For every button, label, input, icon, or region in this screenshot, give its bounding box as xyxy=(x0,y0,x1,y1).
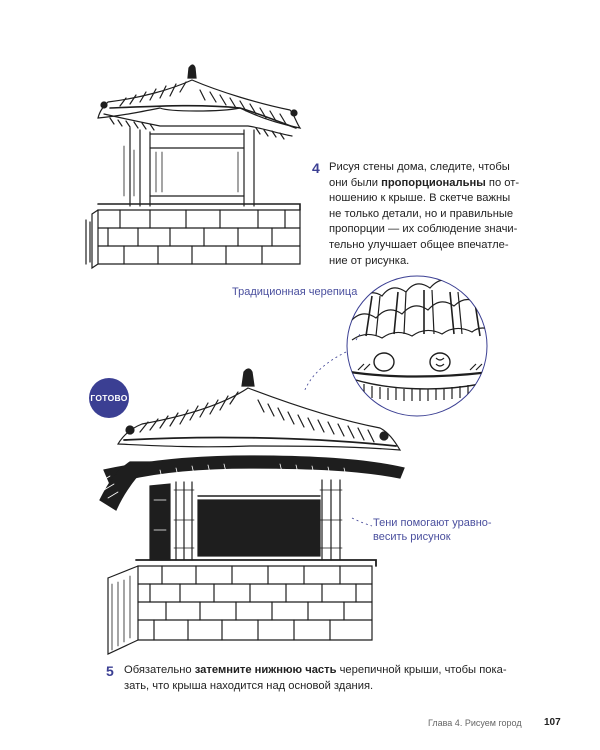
step-4-line: не только детали, но и правильные xyxy=(329,207,514,220)
page-number: 107 xyxy=(544,717,561,728)
emphasis-darken-lower: затемните нижнюю часть xyxy=(194,664,337,676)
step-4-text xyxy=(329,160,579,269)
step-5-number: 5 xyxy=(106,663,114,679)
shadows-caption-line: Тени помогают уравно- xyxy=(373,517,492,529)
step-4-line: пропорции — их соблюдение значи- xyxy=(329,223,518,236)
tiles-caption: Традиционная черепица xyxy=(232,286,358,298)
step-4-line: ношению к крыше. В скетче важны xyxy=(329,192,511,205)
step-4-number: 4 xyxy=(312,160,320,176)
step-5-text xyxy=(124,663,544,694)
step-5-line: Обязательно затемните нижнюю часть черепичной крыши, чтобы пока- xyxy=(124,664,507,676)
step-4-line: тельно улучшает общее впечатле- xyxy=(329,238,509,251)
step-4-line: Рисуя стены дома, следите, чтобы xyxy=(329,161,510,173)
step-4-line: они были пропорциональны по от- xyxy=(329,176,520,189)
shadows-caption-line: весить рисунок xyxy=(373,531,451,543)
done-badge: ГОТОВО xyxy=(89,378,129,418)
shadows-caption xyxy=(373,516,492,544)
footer-chapter: Глава 4. Рисуем город xyxy=(428,718,522,728)
step-5-line: зать, что крыша находится над основой здания. xyxy=(124,679,374,692)
step-4-line: ние от рисунка. xyxy=(329,254,410,267)
emphasis-proportional: пропорциональны xyxy=(381,176,486,189)
